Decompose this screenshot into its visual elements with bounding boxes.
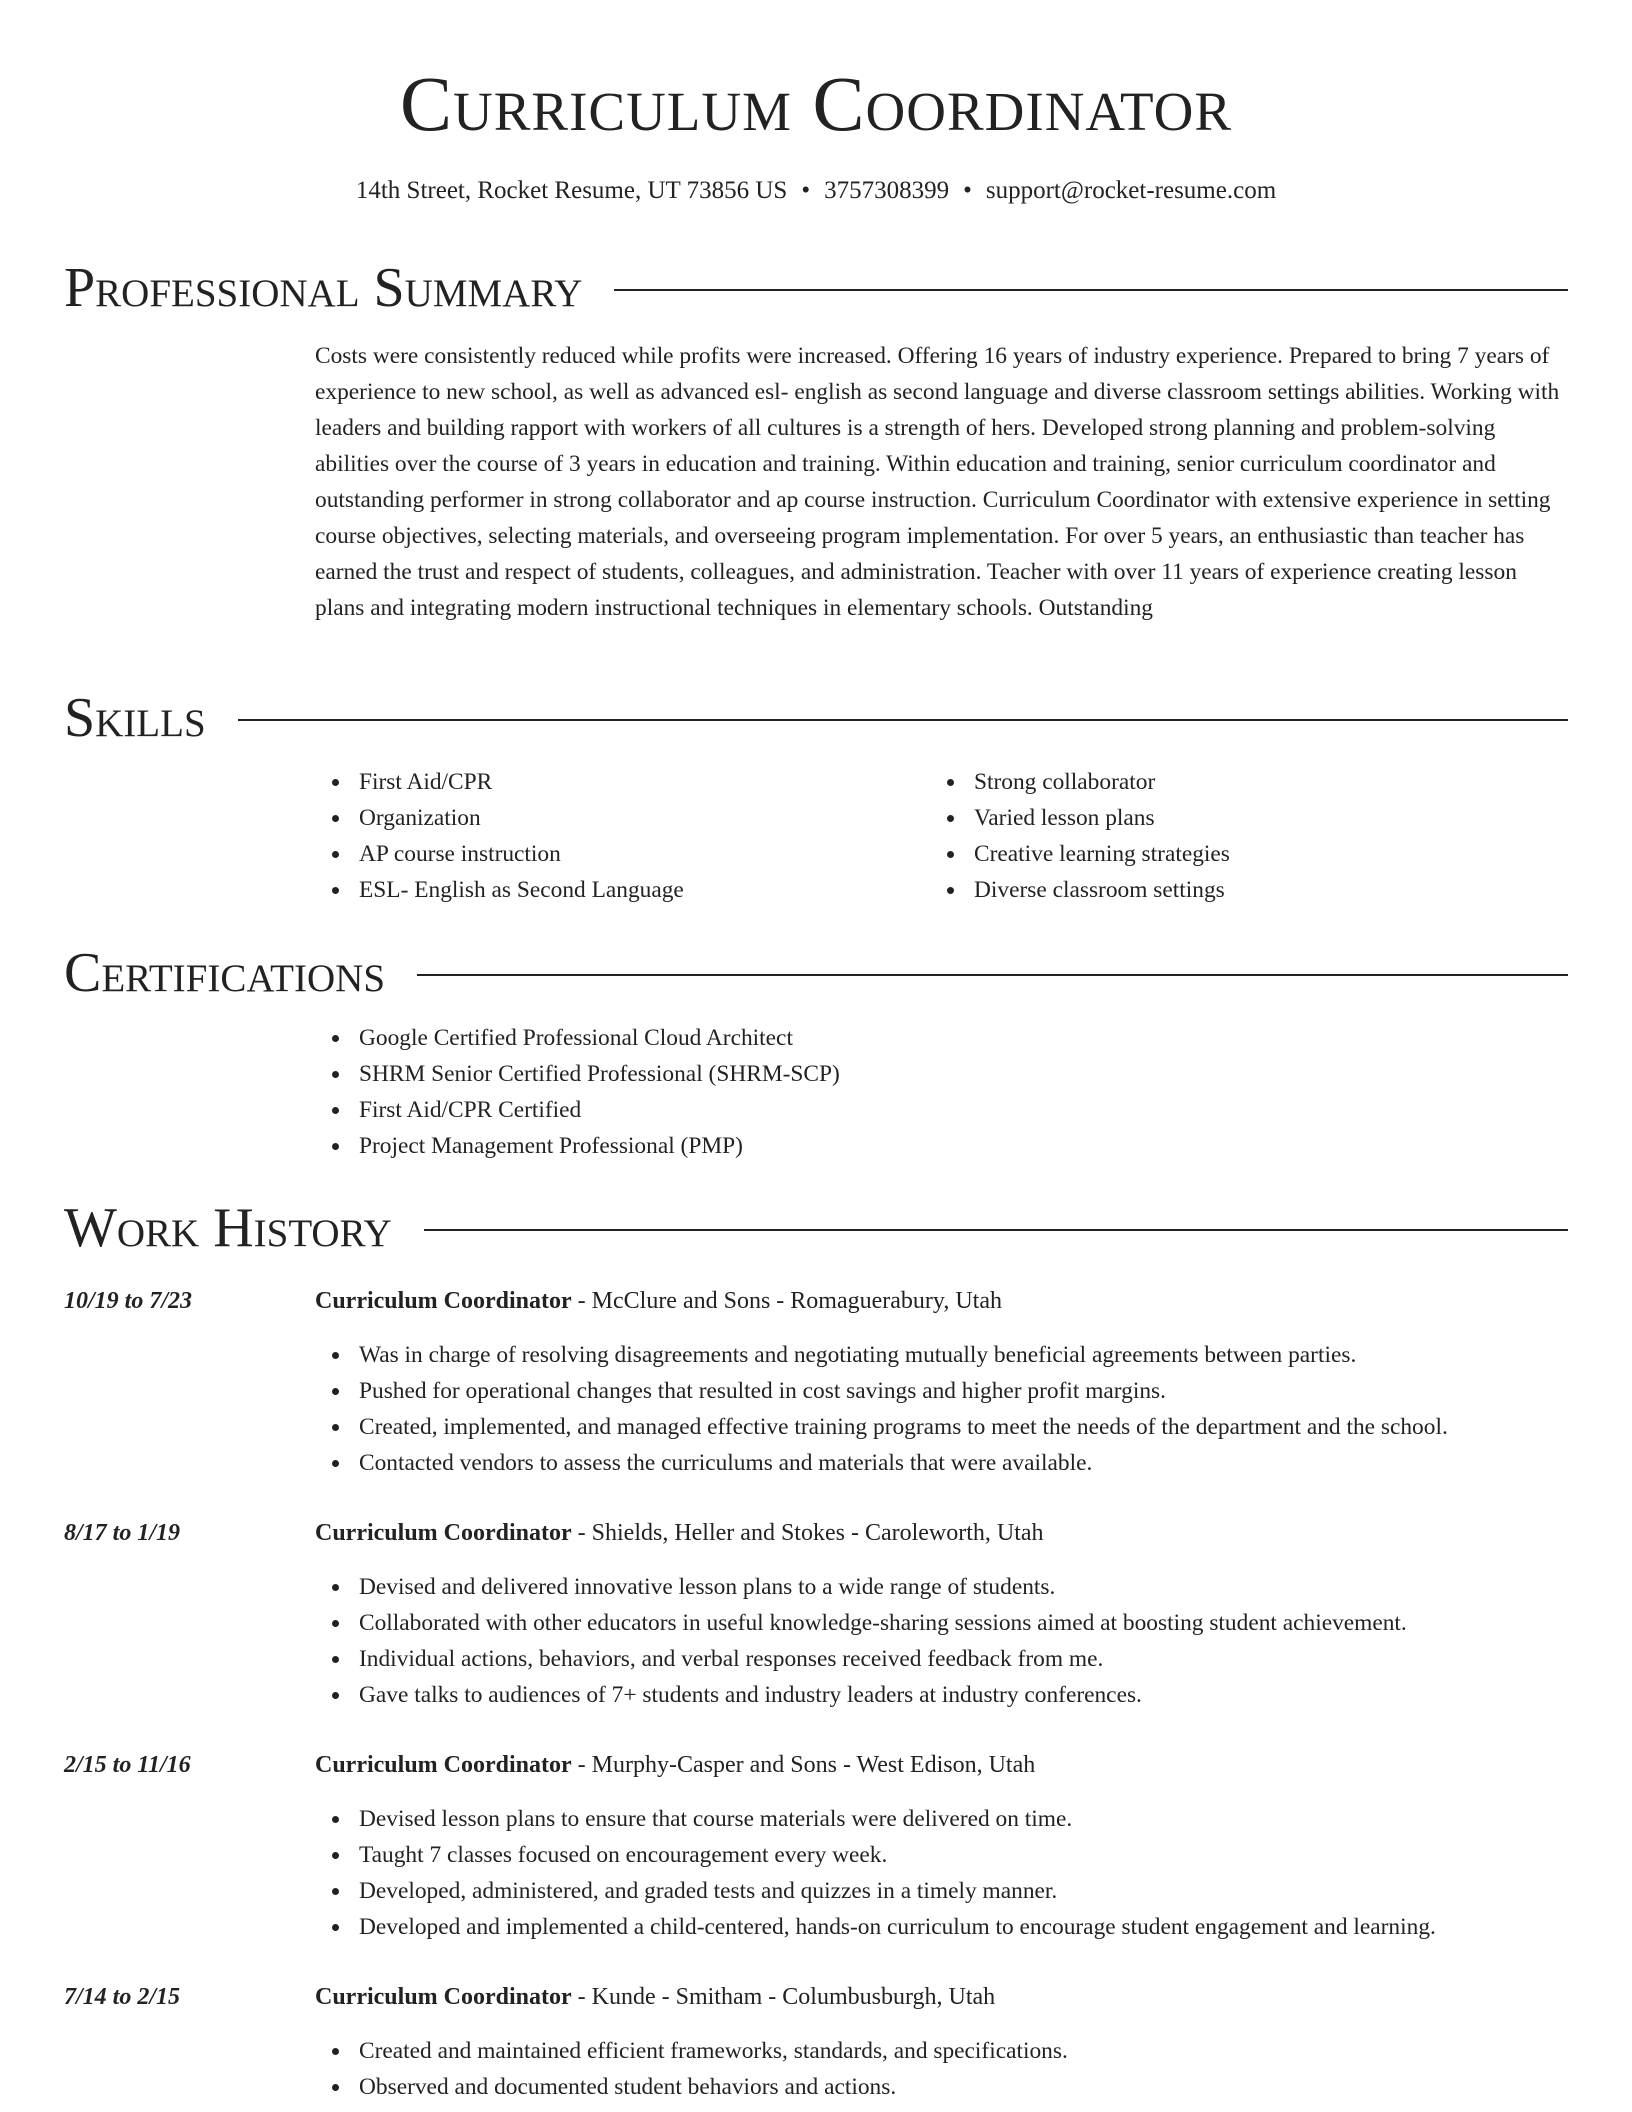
job-bullet: Gave talks to audiences of 7+ students and industry leaders at industry conferences. <box>315 1677 1407 1713</box>
job-bullet: Observed and documented student behaviors and actions. <box>315 2069 1068 2105</box>
skill-item: AP course instruction <box>315 836 684 872</box>
candidate-name: Curriculum Coordinator <box>399 60 1233 147</box>
job-dates: 10/19 to 7/23 <box>64 1288 193 1314</box>
job-employer: - McClure and Sons - Romaguerabury, Utah <box>571 1288 1003 1314</box>
work-heading: Work History <box>64 1197 392 1259</box>
certification-item: First Aid/CPR Certified <box>315 1092 840 1128</box>
certification-item: SHRM Senior Certified Professional (SHRM-SCP) <box>315 1056 840 1092</box>
job-bullet: Created, implemented, and managed effective training programs to meet the needs of the department and the school. <box>315 1409 1448 1445</box>
job-role: Curriculum Coordinator <box>315 1520 572 1546</box>
job-bullet: Developed, administered, and graded tests and quizzes in a timely manner. <box>315 1873 1436 1909</box>
job-employer: - Kunde - Smitham - Columbusburgh, Utah <box>571 1984 996 2010</box>
skills-heading: Skills <box>64 687 206 749</box>
skills-list-left <box>315 764 684 908</box>
section-divider <box>238 719 1568 721</box>
job-role: Curriculum Coordinator <box>315 1752 572 1778</box>
summary-heading: Professional Summary <box>64 257 583 319</box>
job-bullet: Contacted vendors to assess the curriculums and materials that were available. <box>315 1445 1448 1481</box>
certifications-section-header <box>64 941 1568 1005</box>
job-bullet: Created and maintained efficient frameworks, standards, and specifications. <box>315 2033 1068 2069</box>
job-dates: 8/17 to 1/19 <box>64 1520 181 1546</box>
job-bullet: Taught 7 classes focused on encouragement every week. <box>315 1837 1436 1873</box>
skill-item: Diverse classroom settings <box>930 872 1230 908</box>
job-bullet: Was in charge of resolving disagreements and negotiating mutually beneficial agreements between parties. <box>315 1337 1448 1373</box>
section-divider <box>424 1229 1568 1231</box>
job-bullet: Pushed for operational changes that resulted in cost savings and higher profit margins. <box>315 1373 1448 1409</box>
job-bullet: Developed and implemented a child-centered, hands-on curriculum to encourage student engagement and learning. <box>315 1909 1436 1945</box>
job-dates: 2/15 to 11/16 <box>64 1752 191 1778</box>
contact-separator: • <box>801 177 811 204</box>
contact-address: 14th Street, Rocket Resume, UT 73856 US <box>355 177 788 204</box>
certification-item: Project Management Professional (PMP) <box>315 1128 840 1164</box>
job-bullet: Devised and delivered innovative lesson plans to a wide range of students. <box>315 1569 1407 1605</box>
job-title-line <box>315 1283 1002 1319</box>
summary-text: Costs were consistently reduced while profits were increased. Offering 16 years of industry experience. Prepared to bring 7 years of experience to new school, as well as advanced esl- english as second language and diverse classroom settings abilities. Working with leaders and building rapport with workers of all cultures is a strength of hers. Developed strong planning and problem-solving abilities over the course of 3 years in education and training. Within education and training, senior curriculum coordinator and outstanding performer in strong collaborator and ap course instruction. Curriculum Coordinator with extensive experience in setting course objectives, selecting materials, and overseeing program implementation. For over 5 years, an enthusiastic than teacher has earned the trust and respect of students, colleagues, and administration. Teacher with over 11 years of experience creating lesson plans and integrating modern instructional techniques in elementary schools. Outstanding <box>315 343 1560 621</box>
job-bullet: Collaborated with other educators in useful knowledge-sharing sessions aimed at boosting student achievement. <box>315 1605 1407 1641</box>
contact-phone: 3757308399 <box>824 177 950 204</box>
job-employer: - Murphy-Casper and Sons - West Edison, Utah <box>571 1752 1036 1778</box>
skill-item: Varied lesson plans <box>930 800 1230 836</box>
job-title-line <box>315 1979 995 2015</box>
skill-item: Creative learning strategies <box>930 836 1230 872</box>
skill-item: Organization <box>315 800 684 836</box>
contact-email: support@rocket-resume.com <box>985 177 1277 204</box>
skill-item: ESL- English as Second Language <box>315 872 684 908</box>
section-divider <box>614 289 1568 291</box>
skill-item: Strong collaborator <box>930 764 1230 800</box>
job-bullets <box>315 1569 1407 1713</box>
skills-list-right <box>930 764 1230 908</box>
skill-item: First Aid/CPR <box>315 764 684 800</box>
contact-separator: • <box>963 177 972 204</box>
job-employer: - Shields, Heller and Stokes - Caroleworth, Utah <box>571 1520 1044 1546</box>
job-bullet: Individual actions, behaviors, and verbal responses received feedback from me. <box>315 1641 1407 1677</box>
job-bullets <box>315 2033 1068 2105</box>
job-bullets <box>315 1337 1448 1481</box>
job-title-line <box>315 1515 1044 1551</box>
job-bullets <box>315 1801 1436 1945</box>
work-section-header <box>64 1196 1568 1260</box>
certifications-list <box>315 1020 840 1164</box>
job-role: Curriculum Coordinator <box>315 1984 572 2010</box>
certifications-heading: Certifications <box>64 942 386 1004</box>
job-bullet: Devised lesson plans to ensure that course materials were delivered on time. <box>315 1801 1436 1837</box>
job-dates: 7/14 to 2/15 <box>64 1984 181 2010</box>
certification-item: Google Certified Professional Cloud Architect <box>315 1020 840 1056</box>
job-title-line <box>315 1747 1035 1783</box>
skills-section-header <box>64 686 1568 750</box>
contact-line <box>0 174 1632 208</box>
section-divider <box>417 974 1568 976</box>
summary-section-header <box>64 256 1568 320</box>
job-role: Curriculum Coordinator <box>315 1288 572 1314</box>
